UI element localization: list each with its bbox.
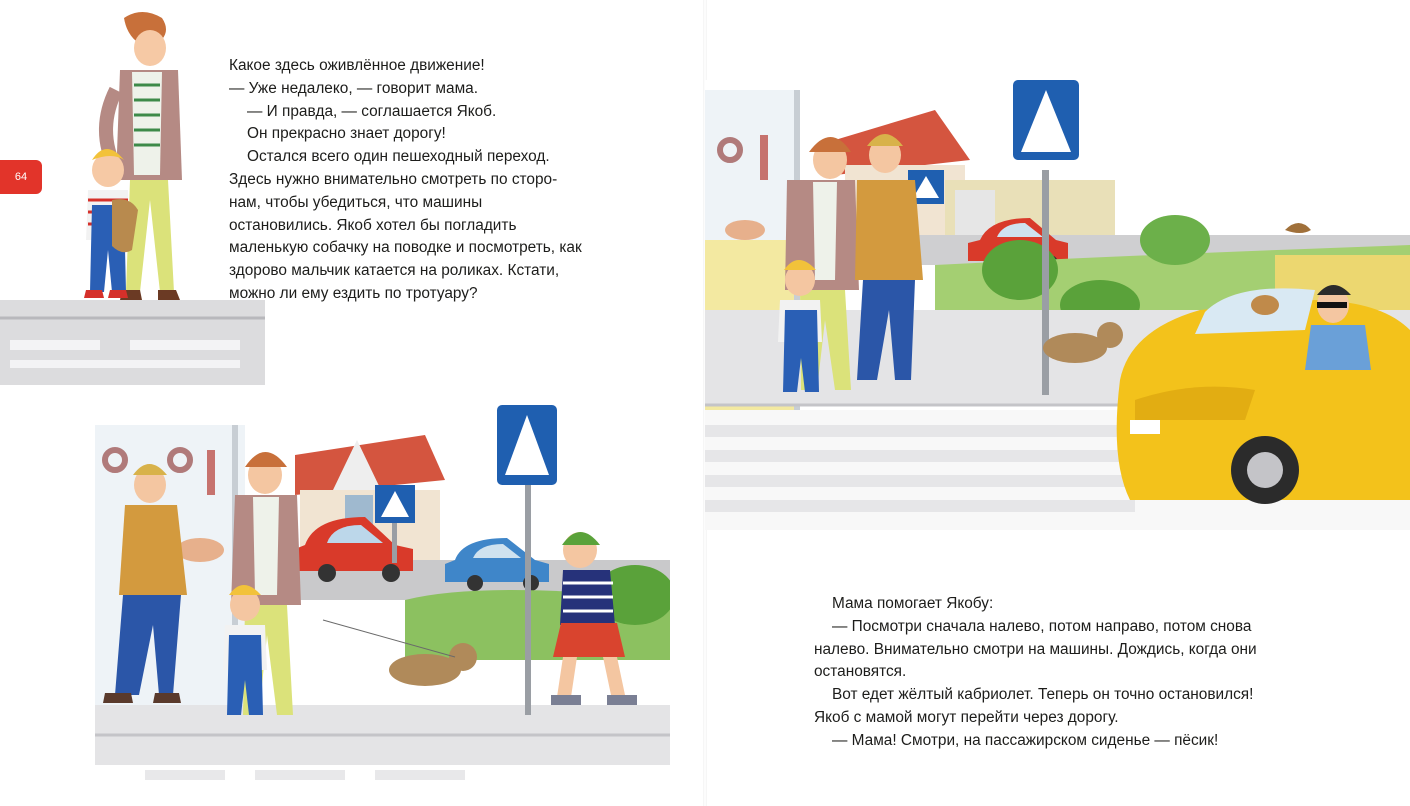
paragraph: — Посмотри сначала налево, потом направо, потом снова налево. Внимательно смотри на машины. Дождись, когда они остановятся.	[814, 617, 1257, 681]
illustration-mother-and-jakob-art	[0, 0, 265, 385]
paragraph: Мама помогает Якобу:	[832, 595, 994, 612]
paragraph: Здесь нужно внимательно смотреть по сторо-	[229, 170, 558, 188]
right-page-text	[814, 593, 1274, 753]
paragraph: — И правда, — соглашается Якоб.	[247, 102, 497, 120]
paragraph: Он прекрасно знает дорогу!	[247, 125, 446, 143]
paragraph: нам, чтобы убедиться, что машины остановились. Якоб хотел бы погладить маленькую собачку на поводке и посмотреть, как здорово мальчик катается на роликах. Кстати, можно ли ему ездить по тротуару?	[229, 193, 582, 302]
paragraph: Вот едет жёлтый кабриолет. Теперь он точно остановился! Якоб с мамой могут перейти через дорогу.	[814, 686, 1254, 726]
paragraph: Остался всего один пешеходный переход.	[247, 148, 550, 166]
paragraph: — Мама! Смотри, на пассажирском сиденье — пёсик!	[832, 731, 1219, 749]
paragraph: — Уже недалеко, — говорит мама.	[229, 79, 478, 97]
illustration-street-corner-art	[95, 395, 670, 805]
illustration-crossing-with-yellow-car	[705, 80, 1410, 530]
left-page-text	[229, 55, 589, 306]
right-page	[705, 0, 1410, 806]
paragraph: Какое здесь оживлённое движение!	[229, 57, 485, 74]
illustration-mother-and-jakob	[0, 0, 265, 385]
illustration-street-corner	[95, 395, 670, 805]
page-number-left: 64	[14, 171, 28, 183]
illustration-crossing-art	[705, 80, 1410, 530]
